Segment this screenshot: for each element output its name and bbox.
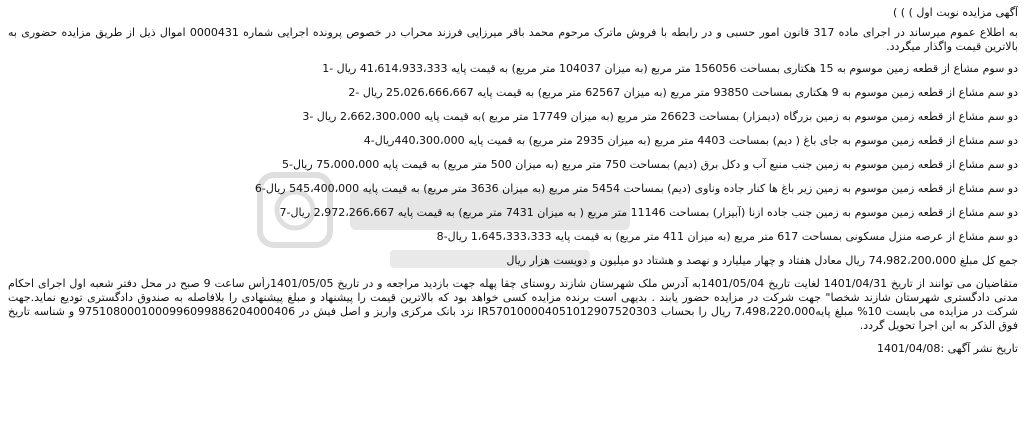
property-item-4: دو سم مشاع از قطعه زمین موسوم به جای باغ ( دیم) بمساحت 4403 متر مربع (به میزان 2935 متر مربع) به قمیت پایه 440،300،000ریال-4 <box>363 134 1018 147</box>
property-item-1: دو سوم مشاع از قطعه زمین موسوم به 15 هکتاری بمساحت 156056 متر مربع (به میزان 104037 متر مربع) به قیمت پایه 41،614،933،333 ریال -1 <box>322 62 1018 75</box>
total-amount: جمع کل مبلغ 74،982،200،000 ریال معادل هفتاد و چهار میلیارد و نهصد و هشتاد دو میلیون و دویست هزار ریال <box>506 254 1018 267</box>
property-item-7: دو سم مشاع از قطعه زمین موسوم به زمین جنب جاده ازنا (آبیزار) بمساحت 11146 متر مربع ( به میزان 7431 متر مربع) به قیمت پایه 2،972،266،667 ریال-7 <box>279 206 1018 219</box>
property-item-6: دو سم مشاع از قطعه زمین موسوم به زمین زیر باغ ها کنار جاده وناوی (دیم) بمساحت 5454 متر مربع (به میزان 3636 متر مربع) به قیمت پایه 545،400،000 ریال-6 <box>254 182 1018 195</box>
notice-intro: به اطلاع عموم میرساند در اجرای ماده 317 قانون امور حسبی و در رابطه با فروش ماترک مرحوم محمد باقر میرزایی فرزند محراب در خصوص پرونده اجرایی شماره 0000431 اموال ذیل از طریق مزایده حضوری به بالاترین قیمت واگذار میگردد. <box>8 26 1018 53</box>
property-item-5: دو سم مشاع از قطعه زمین موسوم به زمین جنب منبع آب و دکل برق (دیم) بمساحت 750 متر مربع (به میزان 500 متر مربع) به قیمت پایه 75،000،000 ریال-5 <box>281 158 1018 171</box>
notice-title: آگهی مزایده نوبت اول ) ) ) <box>893 6 1018 19</box>
publish-date: تاریخ نشر آگهی :1401/04/08 <box>877 342 1018 355</box>
auction-terms: متقاضیان می توانند از تاریخ 1401/04/31 لغایت تاریخ 1401/05/04به آدرس ملک شهرستان شازند روستای چقا پهله جهت بازدید مراجعه و در تاریخ 1401/05/05رأس ساعت 9 صبح در محل دفتر شعبه اول اجرای احکام مدنی دادگستری شهرستان شازند شخصا" جهت شرکت در مزایده حضور یابند . بدیهی است برنده مزایده کسی خواهد بود که بالاترین قیمت را پیشنهاد و مبلغ پیشنهادی را بلافاصله به صندوق دادگستری تودیع نماید.جهت شرکت در مزایده می بایست 10% مبلغ پایه7،498،220،000 ریال را بحساب IR570100004051012907520303 نزد بانک مرکزی واریز و اصل فیش در 9751080001000996099886204000406 و شناسه تاریخ فوق الذکر به این اجرا تحویل گردد. <box>8 277 1018 332</box>
property-item-2: دو سم مشاع از قطعه زمین موسوم به 9 هکتاری بمساحت 93850 متر مربع (به میزان 62567 متر مربع) به قیمت پایه 25،026،666،667 ریال -2 <box>348 86 1018 99</box>
property-item-3: دو سم مشاع از قطعه زمین موسوم به زمین بزرگاه (دیمزار) بمساحت 26623 متر مربع (به میزان 17749 متر مربع )به قیمت پایه 2،662،300،000 ریال -3 <box>302 110 1018 123</box>
property-item-8: دو سم مشاع از عرصه منزل مسکونی بمساحت 617 متر مربع (به میزان 411 متر مربع) به قیمت پایه 1،645،333،333 ریال-8 <box>436 230 1018 243</box>
